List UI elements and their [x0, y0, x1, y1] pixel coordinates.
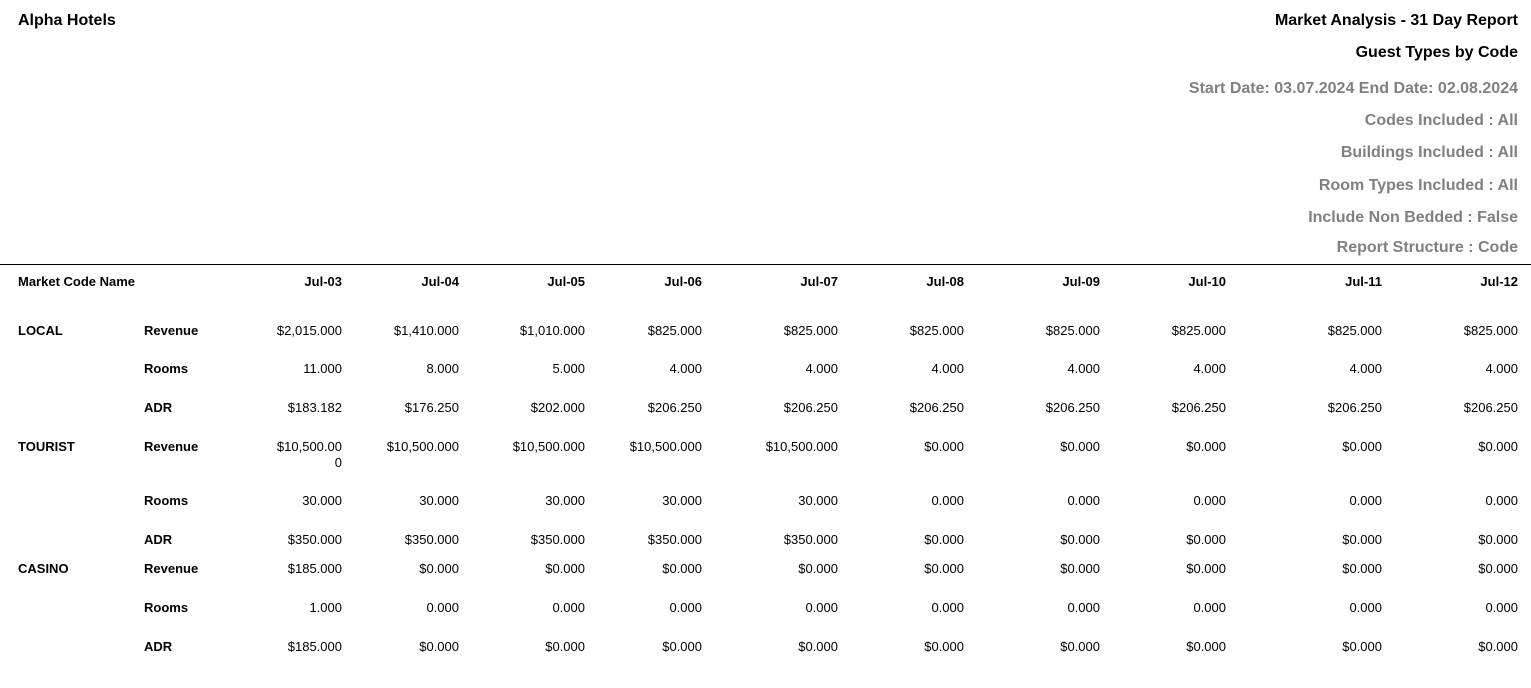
value-cell: 4.000 — [805, 361, 838, 376]
metric-label: ADR — [144, 400, 173, 415]
value-cell: 1.000 — [309, 600, 342, 615]
value-cell: $0.000 — [662, 639, 702, 654]
date-header: Jul-08 — [926, 274, 964, 289]
value-cell: $185.000 — [287, 639, 342, 654]
value-cell: $825.000 — [783, 323, 838, 338]
value-cell: 0.000 — [1349, 600, 1382, 615]
value-cell: $10,500.000 — [276, 439, 342, 470]
value-cell: $825.000 — [647, 323, 702, 338]
value-cell: 30.000 — [545, 493, 585, 508]
value-cell: $185.000 — [287, 561, 342, 576]
filter-structure: Report Structure : Code — [1336, 239, 1518, 256]
date-header: Jul-06 — [664, 274, 702, 289]
value-cell: 8.000 — [426, 361, 459, 376]
value-cell: $350.000 — [530, 532, 585, 547]
value-cell: 4.000 — [669, 361, 702, 376]
value-cell: $0.000 — [545, 639, 585, 654]
company-name: Alpha Hotels — [18, 12, 116, 29]
value-cell: $0.000 — [924, 532, 964, 547]
value-cell: 5.000 — [552, 361, 585, 376]
group-name-local: LOCAL — [18, 323, 63, 338]
value-cell: 4.000 — [1193, 361, 1226, 376]
value-cell: 0.000 — [1067, 493, 1100, 508]
value-cell: $206.250 — [783, 400, 838, 415]
value-cell: $0.000 — [419, 639, 459, 654]
value-cell: $206.250 — [647, 400, 702, 415]
value-cell: $0.000 — [545, 561, 585, 576]
filter-buildings: Buildings Included : All — [1340, 144, 1518, 161]
value-cell: $0.000 — [1186, 561, 1226, 576]
value-cell: $10,500.000 — [512, 439, 585, 454]
date-header: Jul-03 — [304, 274, 342, 289]
value-cell: $0.000 — [1342, 439, 1382, 454]
value-cell: $0.000 — [662, 561, 702, 576]
value-cell: $206.250 — [1171, 400, 1226, 415]
value-cell: $206.250 — [1045, 400, 1100, 415]
value-cell: 0.000 — [1349, 493, 1382, 508]
value-cell: $0.000 — [1060, 532, 1100, 547]
value-cell: $1,010.000 — [519, 323, 585, 338]
metric-label: Revenue — [144, 439, 199, 454]
value-cell: 0.000 — [931, 493, 964, 508]
value-cell: $350.000 — [287, 532, 342, 547]
value-cell: $0.000 — [1186, 639, 1226, 654]
value-cell: $0.000 — [1186, 439, 1226, 454]
value-cell: 4.000 — [1485, 361, 1518, 376]
value-cell: $0.000 — [1478, 639, 1518, 654]
value-cell: 0.000 — [931, 600, 964, 615]
value-cell: 30.000 — [798, 493, 838, 508]
metric-label: Revenue — [144, 561, 199, 576]
value-cell: $825.000 — [1045, 323, 1100, 338]
report-subtitle: Guest Types by Code — [1355, 44, 1518, 61]
value-cell: 4.000 — [1067, 361, 1100, 376]
date-header: Jul-09 — [1062, 274, 1100, 289]
value-cell: $0.000 — [1342, 532, 1382, 547]
value-cell: $0.000 — [798, 561, 838, 576]
value-cell: 0.000 — [805, 600, 838, 615]
value-cell: $0.000 — [798, 639, 838, 654]
value-cell: $176.250 — [404, 400, 459, 415]
value-cell: 0.000 — [1485, 493, 1518, 508]
value-cell: $0.000 — [1060, 639, 1100, 654]
value-cell: 30.000 — [662, 493, 702, 508]
value-cell: 30.000 — [419, 493, 459, 508]
value-cell: $206.250 — [909, 400, 964, 415]
value-cell: $350.000 — [647, 532, 702, 547]
filter-room-types: Room Types Included : All — [1318, 177, 1518, 194]
date-header: Jul-05 — [547, 274, 585, 289]
value-cell: 0.000 — [1485, 600, 1518, 615]
date-range: Start Date: 03.07.2024 End Date: 02.08.2024 — [1188, 80, 1518, 97]
value-cell: $0.000 — [1060, 561, 1100, 576]
date-header: Jul-12 — [1480, 274, 1518, 289]
report-title: Market Analysis - 31 Day Report — [1274, 12, 1518, 29]
value-cell: $0.000 — [1342, 639, 1382, 654]
filter-non-bedded: Include Non Bedded : False — [1308, 209, 1518, 226]
value-cell: $350.000 — [783, 532, 838, 547]
metric-label: ADR — [144, 639, 173, 654]
date-header: Jul-11 — [1345, 274, 1382, 289]
value-cell: 0.000 — [669, 600, 702, 615]
value-cell: $0.000 — [1342, 561, 1382, 576]
value-cell: 0.000 — [552, 600, 585, 615]
metric-label: Revenue — [144, 323, 199, 338]
value-cell: $1,410.000 — [393, 323, 459, 338]
value-cell: $0.000 — [1478, 532, 1518, 547]
value-cell: $202.000 — [530, 400, 585, 415]
value-cell: $206.250 — [1463, 400, 1518, 415]
value-cell: $10,500.000 — [629, 439, 702, 454]
value-cell: $206.250 — [1327, 400, 1382, 415]
value-cell: 0.000 — [1193, 600, 1226, 615]
value-cell: 30.000 — [302, 493, 342, 508]
value-cell: 0.000 — [1067, 600, 1100, 615]
value-cell: $10,500.000 — [765, 439, 838, 454]
metric-label: ADR — [144, 532, 173, 547]
value-cell: 0.000 — [1193, 493, 1226, 508]
market-code-name-header: Market Code Name — [18, 274, 136, 289]
metric-label: Rooms — [144, 493, 189, 508]
value-cell: $0.000 — [1478, 439, 1518, 454]
date-header: Jul-10 — [1188, 274, 1226, 289]
value-cell: $2,015.000 — [276, 323, 342, 338]
value-cell: 4.000 — [1349, 361, 1382, 376]
filter-codes: Codes Included : All — [1364, 112, 1518, 129]
value-cell: $825.000 — [1463, 323, 1518, 338]
value-cell: $0.000 — [924, 639, 964, 654]
value-cell: $825.000 — [909, 323, 964, 338]
value-cell: $0.000 — [1060, 439, 1100, 454]
value-cell: 4.000 — [931, 361, 964, 376]
value-cell: $825.000 — [1327, 323, 1382, 338]
group-name-casino: CASINO — [18, 561, 69, 576]
value-cell: 11.000 — [303, 361, 342, 376]
metric-label: Rooms — [144, 600, 189, 615]
value-cell: $183.182 — [287, 400, 342, 415]
value-cell: $0.000 — [1478, 561, 1518, 576]
date-header: Jul-07 — [800, 274, 838, 289]
value-cell: $0.000 — [924, 439, 964, 454]
value-cell: $350.000 — [404, 532, 459, 547]
value-cell: $0.000 — [1186, 532, 1226, 547]
header-divider — [0, 264, 1531, 265]
value-cell: $0.000 — [419, 561, 459, 576]
date-header: Jul-04 — [421, 274, 459, 289]
value-cell: $825.000 — [1171, 323, 1226, 338]
value-cell: 0.000 — [426, 600, 459, 615]
value-cell: $0.000 — [924, 561, 964, 576]
value-cell: $10,500.000 — [386, 439, 459, 454]
metric-label: Rooms — [144, 361, 189, 376]
group-name-tourist: TOURIST — [18, 439, 75, 454]
